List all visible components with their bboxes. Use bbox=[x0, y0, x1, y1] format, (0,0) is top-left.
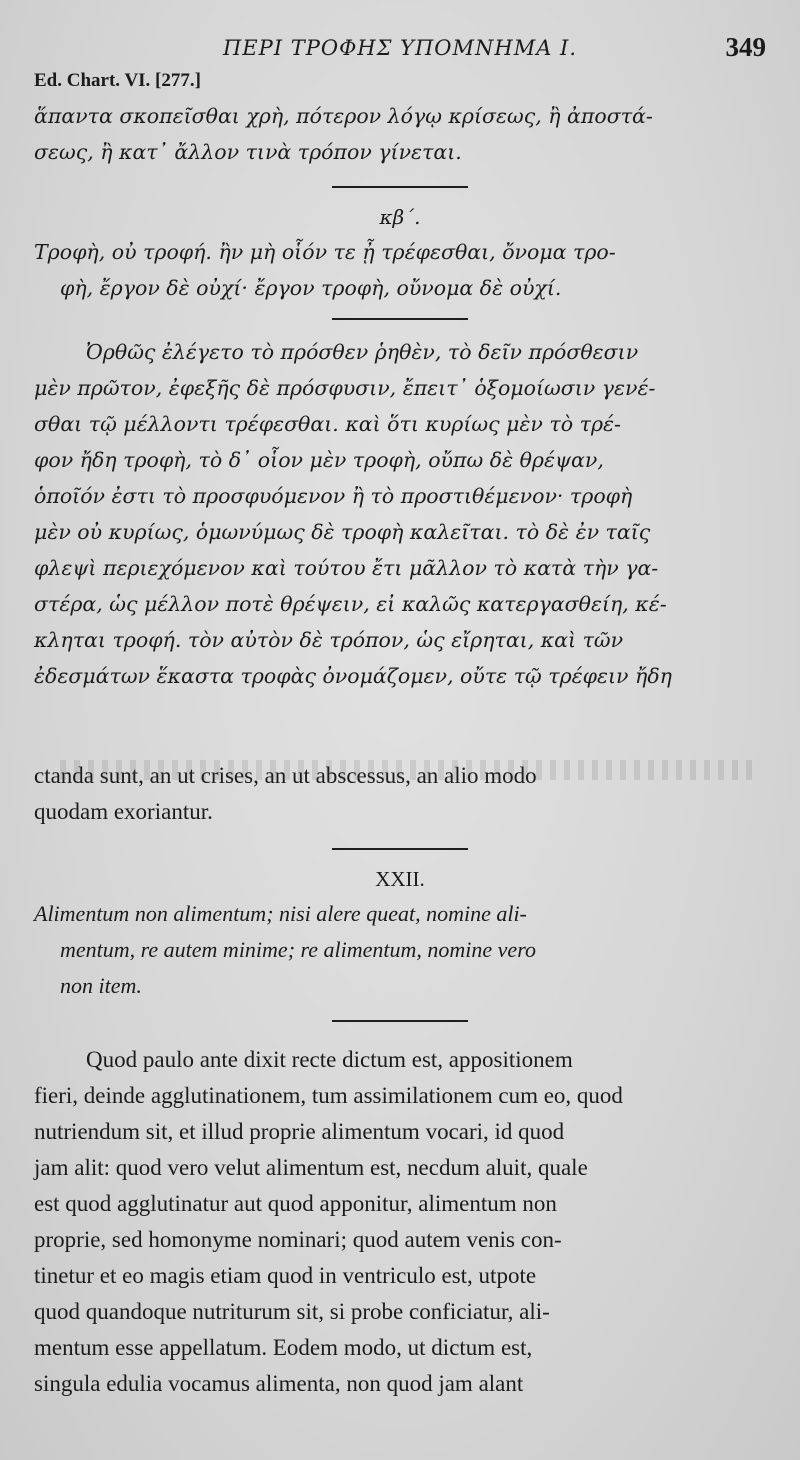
greek-commentary-line: κληται τροφή. τὸν αὐτὸν δὲ τρόπον, ὡς εἴρηται, καὶ τῶν bbox=[34, 628, 624, 652]
greek-section-number: κβ΄. bbox=[379, 205, 421, 229]
greek-intro-line: ἅπαντα σκοπεῖσθαι χρὴ, πότερον λόγῳ κρίσεως, ἢ ἀποστά- bbox=[34, 104, 653, 128]
latin-commentary-line: tinetur et eo magis etiam quod in ventriculo est, utpote bbox=[34, 1263, 537, 1288]
latin-aphorism-block bbox=[34, 896, 766, 1004]
column-gap bbox=[34, 694, 766, 758]
page-header bbox=[34, 30, 766, 72]
greek-commentary-line: σθαι τῷ μέλλοντι τρέφεσθαι. καὶ ὅτι κυρίως μὲν τὸ τρέ- bbox=[34, 412, 621, 436]
latin-commentary-block bbox=[34, 1042, 766, 1402]
greek-commentary-line: στέρα, ὡς μέλλον ποτὲ θρέψειν, εἰ καλῶς κατεργασθείη, κέ- bbox=[34, 592, 667, 616]
latin-commentary-line: est quod agglutinatur aut quod apponitur, alimentum non bbox=[34, 1191, 557, 1216]
latin-intro-line: quodam exoriantur. bbox=[34, 799, 213, 824]
section-divider bbox=[332, 848, 468, 850]
latin-commentary-line: Quod paulo ante dixit recte dictum est, appositionem bbox=[86, 1047, 573, 1072]
greek-aphorism-line: Τροφὴ, οὐ τροφή. ἢν μὴ οἷόν τε ᾖ τρέφεσθαι, ὄνομα τρο- bbox=[34, 240, 616, 264]
latin-commentary-line: fieri, deinde agglutinationem, tum assimilationem cum eo, quod bbox=[34, 1083, 623, 1108]
section-divider bbox=[332, 318, 468, 320]
greek-commentary-line: Ὀρθῶς ἐλέγετο τὸ πρόσθεν ῥηθὲν, τὸ δεῖν πρόσθεσιν bbox=[86, 340, 639, 364]
greek-commentary-line: φον ἤδη τροφὴ, τὸ δ᾽ οἷον μὲν τροφὴ, οὔπω δὲ θρέψαν, bbox=[34, 448, 604, 472]
latin-commentary-line: quod quandoque nutriturum sit, si probe conficiatur, ali- bbox=[34, 1299, 550, 1324]
latin-commentary-line: nutriendum sit, et illud proprie alimentum vocari, id quod bbox=[34, 1119, 565, 1144]
greek-intro-line: σεως, ἢ κατ᾽ ἄλλον τινὰ τρόπον γίνεται. bbox=[34, 140, 462, 164]
greek-commentary-line: μὲν πρῶτον, ἐφεξῆς δὲ πρόσφυσιν, ἔπειτ᾽ ὁξομοίωσιν γενέ- bbox=[34, 376, 656, 400]
greek-text-block bbox=[34, 98, 766, 694]
greek-commentary-line: ἐδεσμάτων ἕκαστα τροφὰς ὀνομάζομεν, οὔτε τῷ τρέφειν ἤδη bbox=[34, 664, 672, 688]
section-divider bbox=[332, 1020, 468, 1022]
latin-aphorism-line: mentum, re autem minime; re alimentum, nomine vero bbox=[60, 937, 536, 962]
latin-intro-block bbox=[34, 758, 766, 830]
edition-reference: Ed. Chart. VI. [277.] bbox=[34, 70, 201, 91]
greek-aphorism-line: φὴ, ἔργον δὲ οὐχί· ἔργον τροφὴ, οὔνομα δὲ οὐχί. bbox=[60, 276, 562, 300]
page-number: 349 bbox=[725, 32, 766, 62]
latin-aphorism-line: Alimentum non alimentum; nisi alere queat, nomine ali- bbox=[34, 901, 527, 926]
greek-commentary-line: ὁποῖόν ἐστι τὸ προσφυόμενον ἢ τὸ προστιθέμενον· τροφὴ bbox=[34, 484, 633, 508]
latin-commentary-line: singula edulia vocamus alimenta, non quod jam alant bbox=[34, 1371, 524, 1396]
latin-commentary-line: mentum esse appellatum. Eodem modo, ut dictum est, bbox=[34, 1335, 533, 1360]
latin-section-number: XXII. bbox=[375, 867, 425, 891]
running-head: ΠΕΡΙ ΤΡΟΦΗΣ ΥΠΟΜΝΗΜΑ Ι. bbox=[222, 36, 578, 60]
greek-commentary-line: μὲν οὐ κυρίως, ὁμωνύμως δὲ τροφὴ καλεῖται. τὸ δὲ ἐν ταῖς bbox=[34, 520, 651, 544]
latin-aphorism-line: non item. bbox=[60, 973, 142, 998]
latin-commentary-line: proprie, sed homonyme nominari; quod autem venis con- bbox=[34, 1227, 562, 1252]
latin-commentary-line: jam alit: quod vero velut alimentum est, necdum aluit, quale bbox=[34, 1155, 588, 1180]
greek-commentary-line: φλεψὶ περιεχόμενον καὶ τούτου ἔτι μᾶλλον τὸ κατὰ τὴν γα- bbox=[34, 556, 659, 580]
section-divider bbox=[332, 186, 468, 188]
latin-intro-line: ctanda sunt, an ut crises, an ut abscessus, an alio modo bbox=[34, 763, 537, 788]
